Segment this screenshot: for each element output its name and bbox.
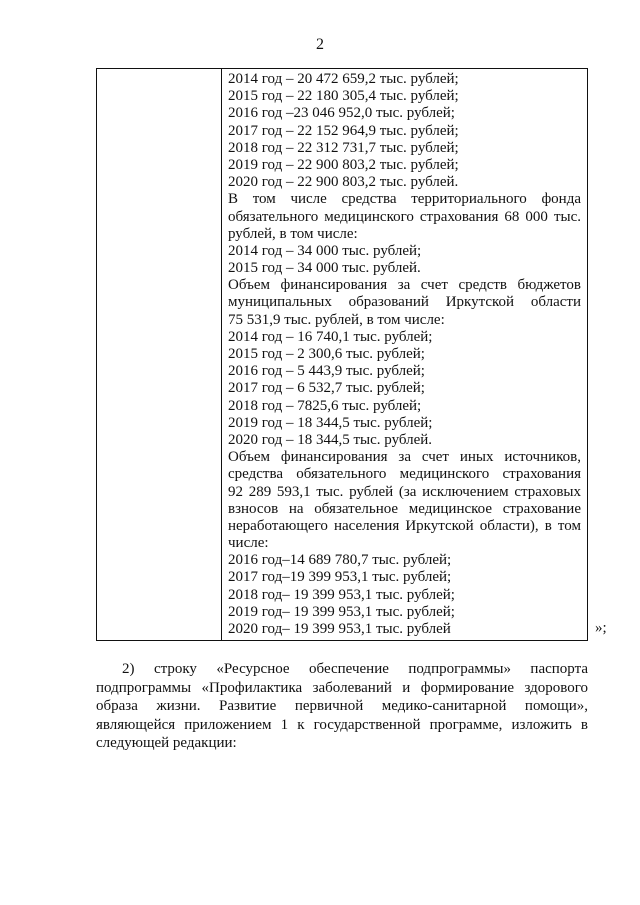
table-left-cell [97,69,222,640]
table-line: неработающего населения Иркутской области), в том [228,517,581,534]
paragraph-line: образа жизни. Развитие первичной медико-санитарной помощи», [96,698,588,714]
table-line: 2020 год– 19 399 953,1 тыс. рублей [228,621,451,637]
table-line: 2014 год – 34 000 тыс. рублей; [228,242,422,259]
table-line: 2018 год– 19 399 953,1 тыс. рублей; [228,586,455,603]
table-line: 2017 год – 6 532,7 тыс. рублей; [228,380,425,397]
paragraph-line: подпрограммы «Профилактика заболеваний и формирование здорового [96,679,588,696]
table-line: обязательного медицинского страхования 68 000 тыс. [228,208,581,225]
table-line: числе: [228,535,269,552]
table-line: 2020 год – 18 344,5 тыс. рублей. [228,431,433,448]
table-line: 2016 год – 5 443,9 тыс. рублей; [228,363,425,380]
table-line: 2019 год – 22 900 803,2 тыс. рублей; [228,156,459,173]
table-line: 2017 год–19 399 953,1 тыс. рублей; [228,569,452,586]
paragraph-line: 2) строку «Ресурсное обеспечение подпрограммы» паспорта [122,661,588,677]
table-line: 2020 год – 22 900 803,2 тыс. рублей. [228,174,459,191]
page-number: 2 [316,36,324,53]
table-line: 2015 год – 34 000 тыс. рублей. [228,260,421,277]
table-right-cell [228,71,581,638]
table-line: Объем финансирования за счет иных источников, [228,449,581,466]
resource-table [96,68,588,641]
table-line: 75 531,9 тыс. рублей, в том числе: [228,311,445,328]
table-line: 2018 год – 22 312 731,7 тыс. рублей; [228,139,459,156]
table-line: 2016 год –23 046 952,0 тыс. рублей; [228,105,455,122]
table-line: Объем финансирования за счет средств бюджетов [228,277,581,294]
table-line: 2018 год – 7825,6 тыс. рублей; [228,397,422,414]
table-line: 2015 год – 22 180 305,4 тыс. рублей; [228,88,459,105]
table-line: 2014 год – 20 472 659,2 тыс. рублей; [228,71,459,87]
amendment-paragraph [96,660,588,753]
table-line: рублей, в том числе: [228,225,358,242]
closing-quote-mark: »; [595,620,607,636]
table-line: 2015 год – 2 300,6 тыс. рублей; [228,346,425,362]
table-line: взносов на обязательное медицинское страхование [228,500,581,517]
table-line: 2017 год – 22 152 964,9 тыс. рублей; [228,122,459,139]
table-line: 2016 год–14 689 780,7 тыс. рублей; [228,552,452,569]
table-line: 2019 год– 19 399 953,1 тыс. рублей; [228,603,455,620]
table-line: средства обязательного медицинского страхования [228,466,581,483]
table-line: муниципальных образований Иркутской области [228,294,581,311]
table-line: 2014 год – 16 740,1 тыс. рублей; [228,328,433,345]
paragraph-line: следующей редакции: [96,735,237,751]
table-line: В том числе средства территориального фонда [228,191,581,208]
paragraph-line: являющейся приложением 1 к государственной программе, изложить в [96,716,588,733]
table-line: 92 289 593,1 тыс. рублей (за исключением страховых [228,483,581,500]
table-line: 2019 год – 18 344,5 тыс. рублей; [228,414,433,431]
